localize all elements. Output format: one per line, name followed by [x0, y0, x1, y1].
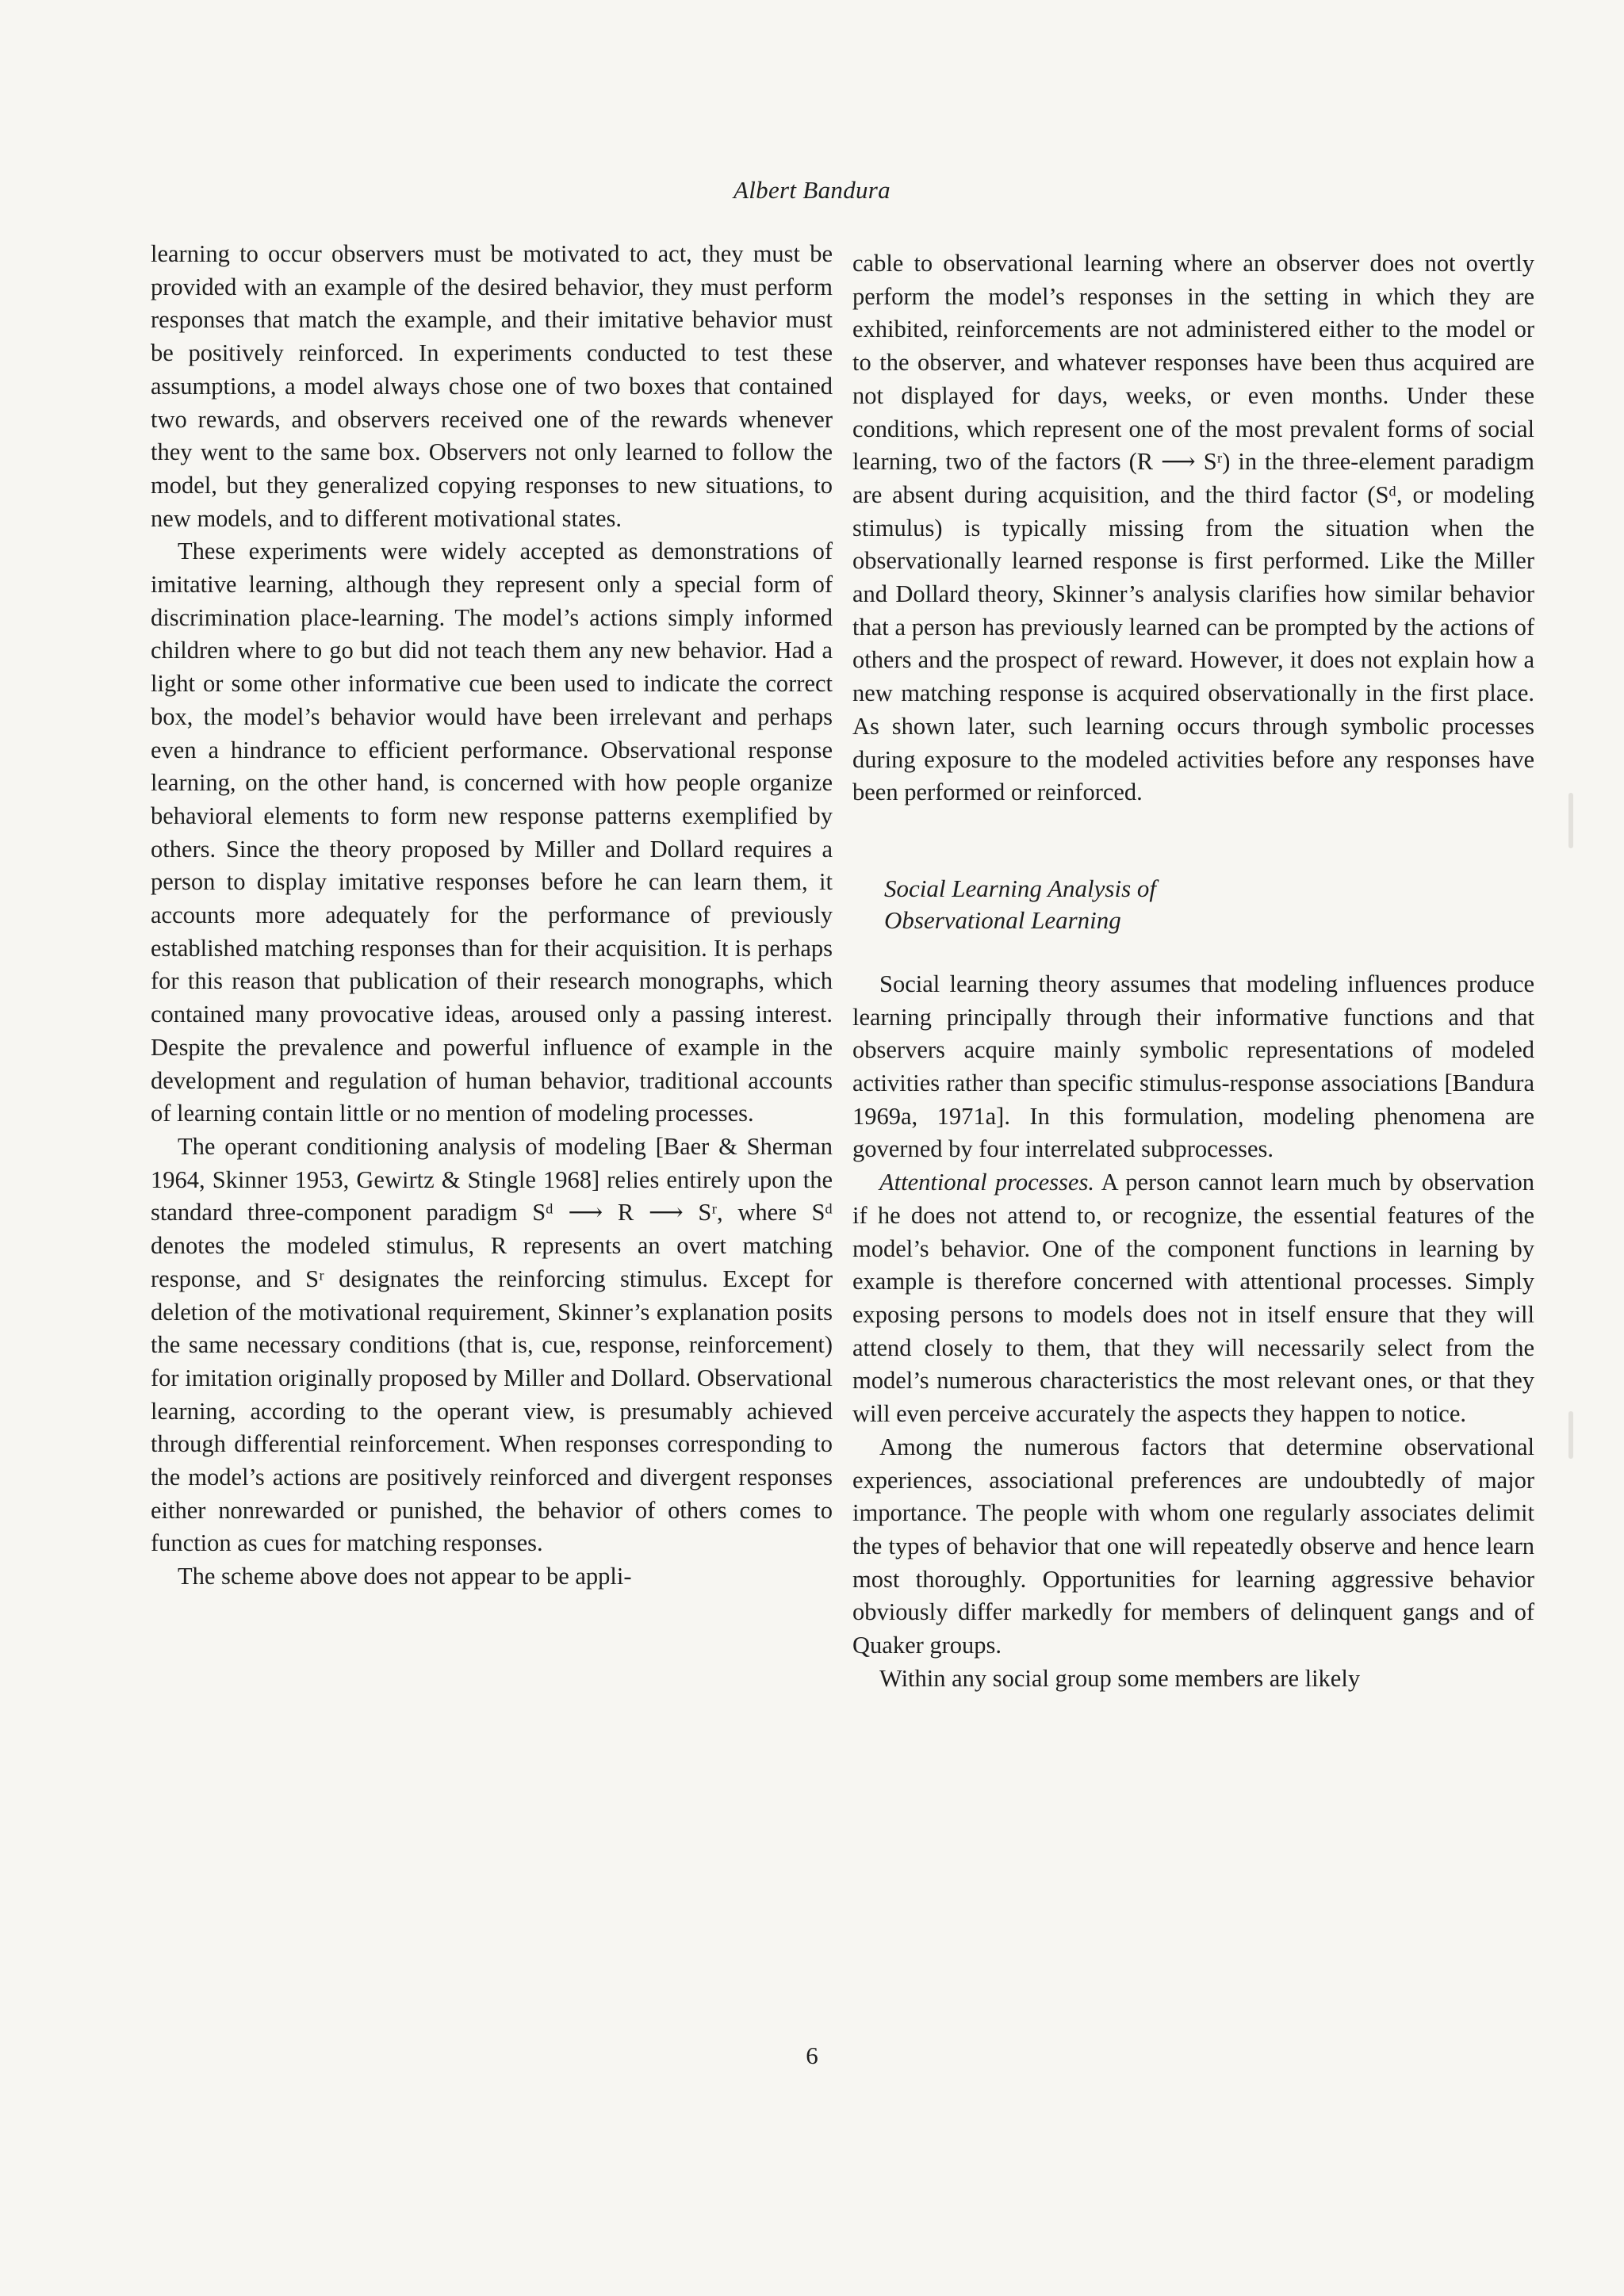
page-edge-mark-upper — [1568, 793, 1573, 848]
right-paragraph-5: Within any social group some members are likely — [879, 1664, 1361, 1692]
right-paragraph-4: Among the numerous factors that determine observational experiences, associational preferences are undoubtedly of major importance. The people with whom one regularly associates delimit the types of behavior that one will repeatedly observe and hence learn most thoroughly. Opportunities for learning aggressive behavior obviously differ markedly for members of delinquent gangs and of Quaker groups. — [852, 1433, 1534, 1659]
section-heading — [884, 873, 1534, 936]
left-paragraph-4: The scheme above does not appear to be appli- — [178, 1563, 632, 1590]
left-paragraph-2: These experiments were widely accepted as demonstrations of imitative learning, although they represent only a special form of discrimination place-learning. The model’s actions simply informed children where to go but did not teach them any new behavior. Had a light or some other informative cue been used to indicate the correct box, the model’s behavior would have been irrelevant and perhaps even a hindrance to efficient performance. Observational response learning, on the other hand, is concerned with how people organize behavioral elements to form new response patterns exemplified by others. Since the theory proposed by Miller and Dollard requires a person to display imitative responses before he can learn them, it accounts more adequately for the performance of previously established matching responses than for their acquisition. It is perhaps for this reason that publication of their research monographs, which contained many provocative ideas, aroused only a passing interest. Despite the prevalence and powerful influence of example in the development and regulation of human behavior, traditional accounts of learning contain little or no mention of modeling processes. — [151, 538, 833, 1127]
right-paragraph-2: Social learning theory assumes that modeling influences produce learning principally through their informative functions and that observers acquire mainly symbolic representations of modeled activities rather than specific stimulus-response associations [Bandura 1969a, 1971a]. In this formulation, modeling phenomena are governed by four interrelated subprocesses. — [852, 970, 1534, 1163]
section-heading-line-1: Social Learning Analysis of — [884, 874, 1157, 902]
left-column — [151, 238, 833, 1594]
page-edge-mark-lower — [1568, 1411, 1573, 1459]
left-paragraph-3: The operant conditioning analysis of modeling [Baer & Sherman 1964, Skinner 1953, Gewirtz & Stingle 1968] relies entirely upon the standard three-component paradigm Sᵈ ⟶ R ⟶ Sʳ, where Sᵈ denotes the modeled stimulus, R represents an overt matching response, and Sʳ designates the reinforcing stimulus. Except for deletion of the motivational requirement, Skinner’s explanation posits the same necessary conditions (that is, cue, response, reinforcement) for imitation originally proposed by Miller and Dollard. Observational learning, according to the operant view, is presumably achieved through differential reinforcement. When responses corresponding to the model’s actions are positively reinforced and divergent responses either nonrewarded or punished, the behavior of others comes to function as cues for matching responses. — [151, 1132, 833, 1557]
section-heading-line-2: Observational Learning — [884, 905, 1121, 934]
right-paragraph-1: cable to observational learning where an observer does not overtly perform the model’s responses in the setting in which they are exhibited, reinforcements are not administered either to the model or to the observer, and whatever responses have been thus acquired are not displayed for days, weeks, or even months. Under these conditions, which represent one of the most prevalent forms of social learning, two of the factors (R ⟶ Sʳ) in the three-element paradigm are absent during acquisition, and the third factor (Sᵈ, or modeling stimulus) is typically missing from the situation when the observationally learned response is first performed. Like the Miller and Dollard theory, Skinner’s analysis clarifies how similar behavior that a person has previously learned can be prompted by the actions of others and the prospect of reward. However, it does not explain how a new matching response is acquired observationally in the first place. As shown later, such learning occurs through symbolic processes during exposure to the modeled activities before any responses have been performed or reinforced. — [852, 250, 1534, 806]
right-column — [852, 247, 1534, 1695]
running-head: Albert Bandura — [733, 176, 891, 204]
right-paragraph-3 — [852, 1166, 1534, 1431]
attentional-processes-text: A person cannot learn much by observation if he does not attend to, or recognize, the essential features of the model’s behavior. One of the component functions in learning by example is therefore concerned with attentional processes. Simply exposing persons to models does not in itself ensure that they will attend closely to them, that they will necessarily select from the model’s numerous characteristics the most relevant ones, or that they will even perceive accurately the aspects they happen to notice. — [852, 1169, 1534, 1428]
attentional-processes-lead: Attentional processes. — [879, 1169, 1094, 1196]
page-number: 6 — [806, 2042, 818, 2069]
left-paragraph-1: learning to occur observers must be motivated to act, they must be provided with an example of the desired behavior, they must perform responses that match the example, and their imitative behavior must be positively reinforced. In experiments conducted to test these assumptions, a model always chose one of two boxes that contained two rewards, and observers received one of the rewards whenever they went to the same box. Observers not only learned to follow the model, but they generalized copying responses to new situations, to new models, and to different motivational states. — [151, 240, 833, 532]
